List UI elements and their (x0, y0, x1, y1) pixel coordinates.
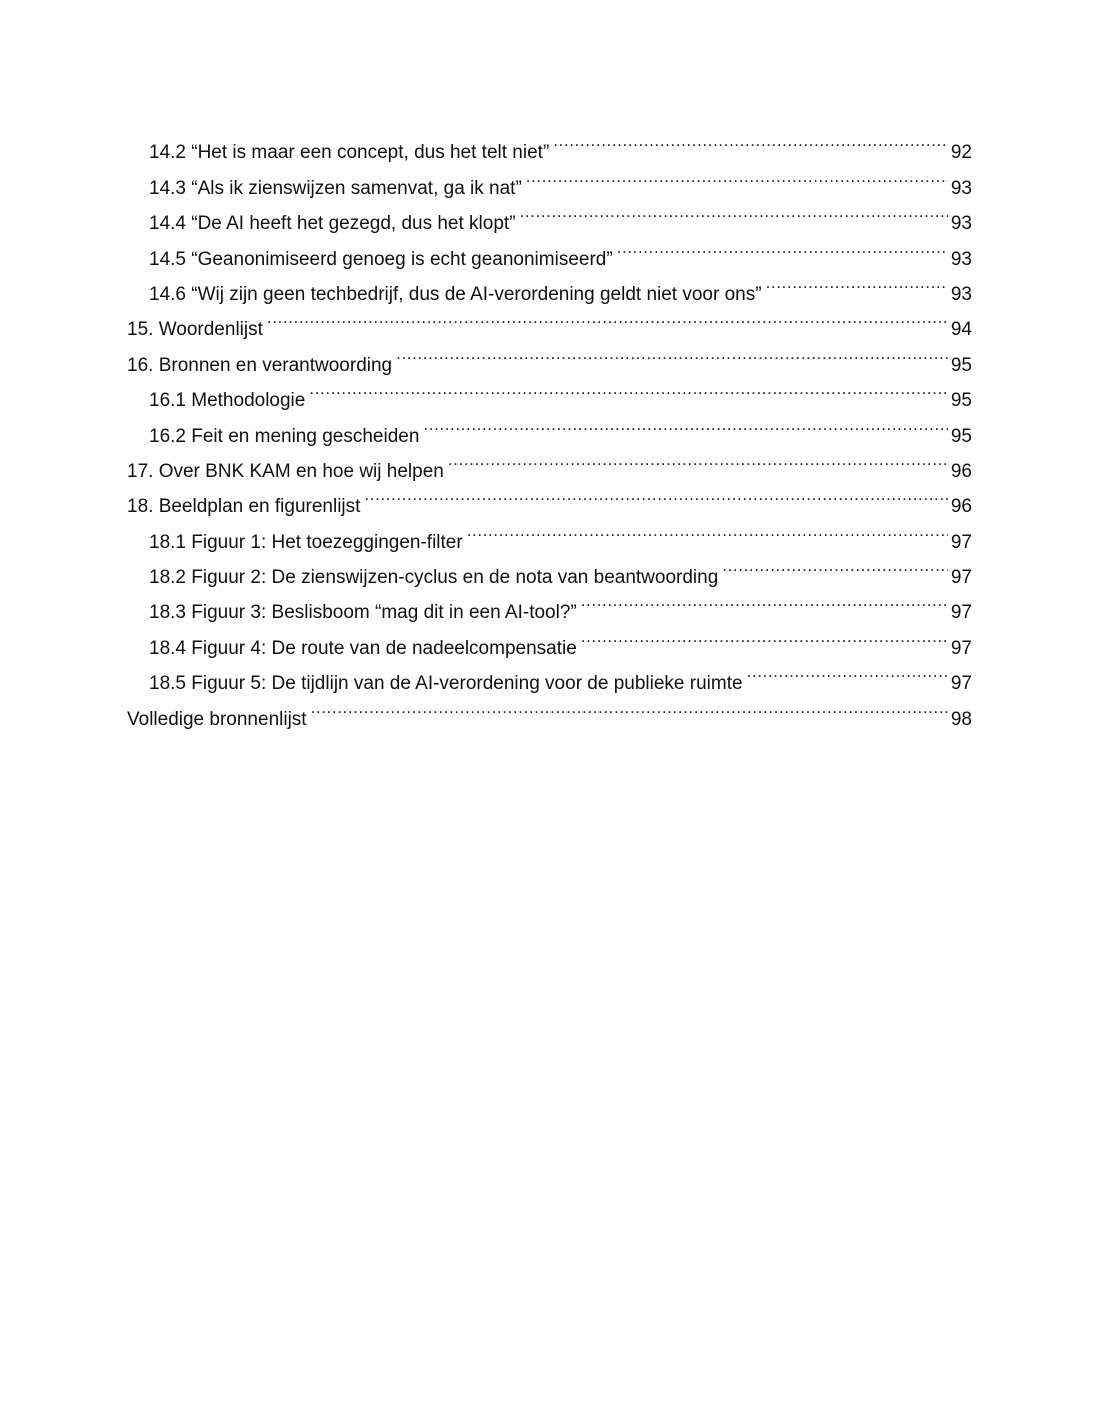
toc-entry-title: 16. Bronnen en verantwoording (127, 354, 393, 376)
toc-entry-title: 14.5 “Geanonimiseerd genoeg is echt geanonimiseerd” (149, 248, 613, 270)
toc-entry-title: 18.4 Figuur 4: De route van de nadeelcompensatie (149, 637, 577, 659)
toc-entry-title: 17. Over BNK KAM en hoe wij helpen (127, 460, 444, 482)
toc-entry-title: 18.5 Figuur 5: De tijdlijn van de AI-verordening voor de publieke ruimte (149, 673, 743, 695)
table-of-contents (127, 123, 972, 730)
toc-entry-page: 93 (950, 213, 972, 235)
toc-entry-page: 97 (950, 602, 972, 624)
toc-dot-leader (423, 406, 948, 441)
toc-entry-title: 14.6 “Wij zijn geen techbedrijf, dus de AI-verordening geldt niet voor ons” (149, 283, 762, 305)
toc-dot-leader (581, 618, 948, 653)
toc-dot-leader (766, 265, 948, 300)
toc-entry-title: Volledige bronnenlijst (127, 708, 307, 730)
toc-dot-leader (364, 477, 948, 512)
toc-entry-page: 92 (950, 142, 972, 164)
toc-entry-title: 18. Beeldplan en figurenlijst (127, 496, 361, 518)
toc-entry-page: 97 (950, 531, 972, 553)
toc-dot-leader (309, 371, 948, 406)
toc-entry-title: 14.2 “Het is maar een concept, dus het telt niet” (149, 142, 550, 164)
toc-entry-page: 98 (950, 708, 972, 730)
toc-entry-title: 16.2 Feit en mening gescheiden (149, 425, 420, 447)
toc-entry-title: 18.1 Figuur 1: Het toezeggingen-filter (149, 531, 463, 553)
toc-entry-page: 95 (950, 425, 972, 447)
toc-entry-title: 14.3 “Als ik zienswijzen samenvat, ga ik nat” (149, 177, 522, 199)
toc-dot-leader (617, 229, 948, 264)
toc-dot-leader (448, 442, 948, 477)
toc-dot-leader (396, 335, 948, 370)
toc-entry-page: 96 (950, 460, 972, 482)
toc-entry-title: 15. Woordenlijst (127, 319, 263, 341)
toc-entry-title: 18.2 Figuur 2: De zienswijzen-cyclus en de nota van beantwoording (149, 567, 719, 589)
toc-entry-page: 97 (950, 637, 972, 659)
toc-entry-title: 14.4 “De AI heeft het gezegd, dus het klopt” (149, 213, 516, 235)
toc-dot-leader (553, 123, 948, 158)
toc-entry-page: 95 (950, 354, 972, 376)
toc-dot-leader (311, 689, 948, 724)
toc-entry[interactable] (127, 123, 972, 164)
toc-entry-page: 97 (950, 673, 972, 695)
toc-dot-leader (747, 654, 948, 689)
toc-dot-leader (722, 548, 948, 583)
toc-entry-page: 93 (950, 248, 972, 270)
toc-dot-leader (267, 300, 948, 335)
toc-entry-page: 95 (950, 390, 972, 412)
toc-entry-page: 96 (950, 496, 972, 518)
toc-dot-leader (467, 512, 948, 547)
toc-entry-page: 97 (950, 567, 972, 589)
toc-dot-leader (520, 194, 948, 229)
toc-entry-page: 93 (950, 283, 972, 305)
toc-entry-title: 16.1 Methodologie (149, 390, 306, 412)
toc-entry-title: 18.3 Figuur 3: Beslisboom “mag dit in een AI-tool?” (149, 602, 577, 624)
toc-dot-leader (581, 583, 948, 618)
toc-entry-page: 94 (950, 319, 972, 341)
toc-dot-leader (526, 158, 948, 193)
toc-entry-page: 93 (950, 177, 972, 199)
